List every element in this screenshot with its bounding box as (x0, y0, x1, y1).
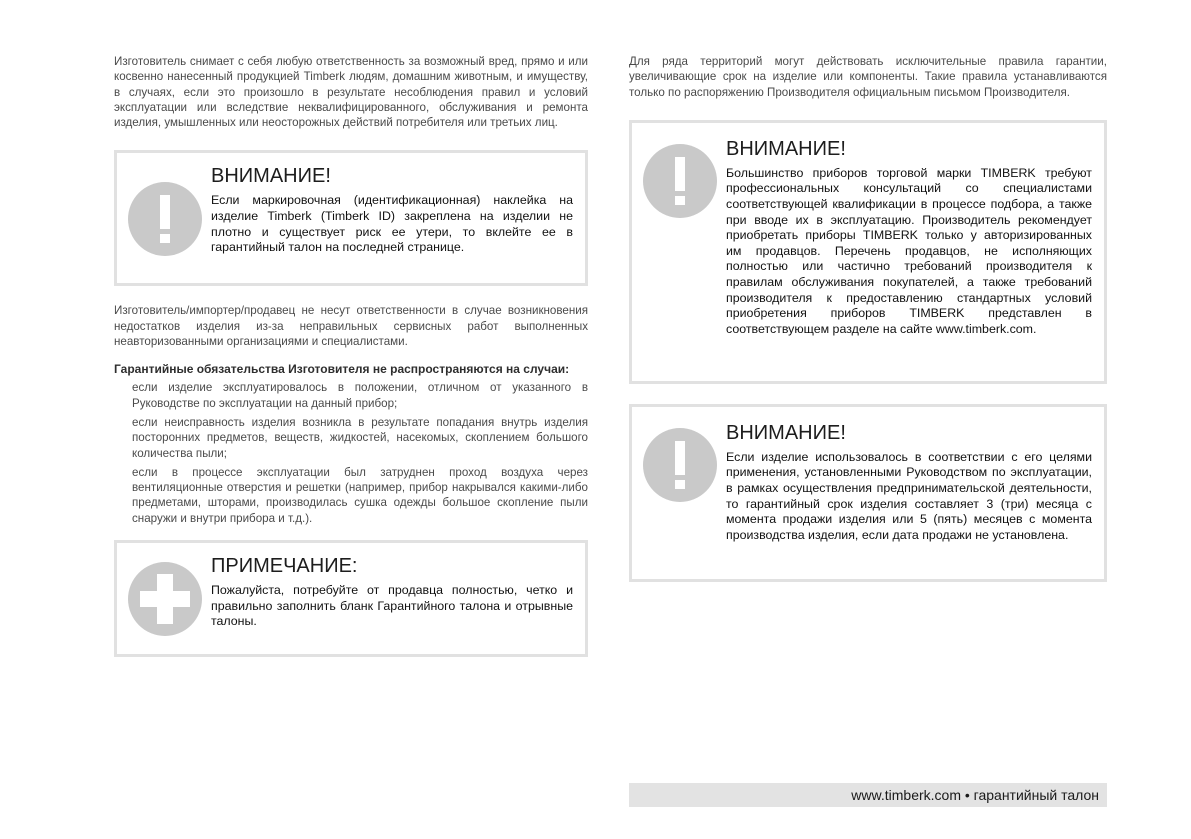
left-column (114, 54, 588, 657)
list-item: если неисправность изделия возникла в результате попадания внутрь изделия посторонних предметов, веществ, жидкостей, насекомых, скоплением большого количества пыли; (132, 415, 588, 460)
warning-box-authorized-sellers (629, 120, 1107, 384)
territory-paragraph: Для ряда территорий могут действовать исключительные правила гарантии, увеличивающие срок на изделие или компоненты. Такие правила устанавливаются только по распоряжению Производителя официальным письмом Производителя. (629, 55, 1107, 99)
warning-box-id-sticker (114, 150, 588, 286)
warning-text: Если маркировочная (идентификационная) наклейка на изделие Timberk (Timberk ID) закреплена на изделии не плотно и существует риск ее утери, то вклейте ее в гарантийный талон на последней странице. (211, 193, 573, 255)
list-item: если изделие эксплуатировалось в положении, отличном от указанного в Руководстве по эксплуатации на данный прибор; (132, 381, 588, 410)
warning-title: ВНИМАНИЕ! (726, 137, 846, 160)
warning-title: ВНИМАНИЕ! (726, 421, 846, 444)
warning-box-commercial-use (629, 404, 1107, 582)
exclusions-list (114, 380, 588, 526)
warning-text: Большинство приборов торговой марки TIMBERK требуют профессиональных консультаций со специалистами соответствующей квалификации в процессе подбора, а также при вводе их в эксплуатацию. Производитель рекомендует приобретать приборы TIMBERK только у авторизированных им продавцов. Перечень продавцов, не исполняющих полностью или частично требований производителя к правилам обслуживания покупателей, а также требований производителя к предоставлению стандартных условий приобретения приборов TIMBERK представлен в соответствующем разделе на сайте www.timberk.com. (726, 165, 1092, 336)
plus-icon (128, 562, 202, 636)
footer-text: www.timberk.com • гарантийный талон (851, 787, 1099, 803)
exclusions-heading: Гарантийные обязательства Изготовителя не распространяются на случаи: (114, 362, 570, 377)
footer-bar (629, 783, 1107, 807)
warning-title: ВНИМАНИЕ! (211, 165, 331, 188)
exclamation-icon (643, 428, 717, 502)
note-text: Пожалуйста, потребуйте от продавца полностью, четко и правильно заполнить бланк Гарантийного талона и отрывные талоны. (211, 583, 573, 629)
exclamation-icon (643, 144, 717, 218)
list-item: если в процессе эксплуатации был затруднен проход воздуха через вентиляционные отверстия и решетки (например, прибор накрывался какими-либо предметами, шторами, производилась сушка одежды большое скопление пыли снаружи и внутри прибора и т.д.). (132, 465, 588, 525)
warning-text: Если изделие использовалось в соответствии с его целями применения, установленными Руководством по эксплуатации, в рамках осуществления предпринимательской деятельности, то гарантийный срок изделия составляет 3 (три) месяца с момента продажи изделия или 5 (пять) месяцев с момента производства изделия, если дата продажи не установлена. (726, 449, 1092, 542)
note-box (114, 540, 588, 657)
exclamation-icon (128, 182, 202, 256)
note-title: ПРИМЕЧАНИЕ: (211, 555, 358, 578)
right-column (629, 54, 1107, 582)
intro-paragraph: Изготовитель снимает с себя любую ответственность за возможный вред, прямо и или косвенно нанесенный продукцией Timberk людям, домашним животным, и имуществу, в случаях, если это произошло в результате несоблюдения правил и условий эксплуатации или вследствие неквалифицированного, обслуживания и ремонта изделия, умышленных или неосторожных действий потребителя или третьих лиц. (114, 55, 588, 130)
liability-paragraph: Изготовитель/импортер/продавец не несут ответственности в случае возникновения недостатков изделия из-за неправильных сервисных работ выполненных неавторизованными организациями и специалистами. (114, 304, 588, 349)
